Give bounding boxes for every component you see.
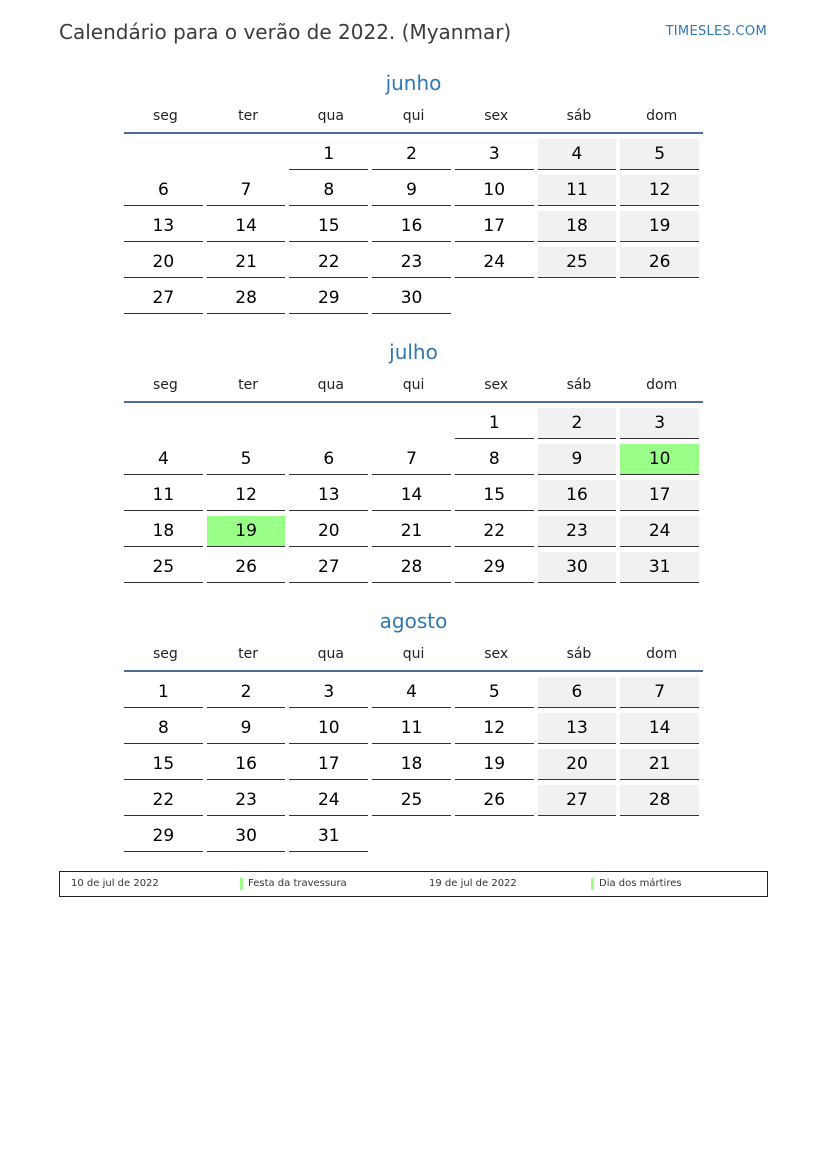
week-row: [124, 821, 703, 857]
day-cell: 21: [372, 516, 451, 547]
day-cell: 9: [372, 175, 451, 206]
day-cell: 4: [124, 444, 203, 475]
day-cell: 15: [289, 211, 368, 242]
legend-date-1: 10 de jul de 2022: [71, 878, 159, 889]
week-row: [124, 552, 703, 588]
day-cell: 1: [289, 139, 368, 170]
day-cell: 5: [620, 139, 699, 170]
day-cell: 26: [620, 247, 699, 278]
week-row: [124, 211, 703, 247]
day-cell: 10: [289, 713, 368, 744]
day-cell: 7: [620, 677, 699, 708]
day-cell: 4: [538, 139, 617, 170]
brand-link[interactable]: TIMESLES.COM: [665, 24, 767, 39]
day-cell: 15: [455, 480, 534, 511]
weekday-label: sex: [484, 646, 509, 662]
day-cell: 22: [289, 247, 368, 278]
week-row: [124, 444, 703, 480]
day-cell: 11: [124, 480, 203, 511]
empty-cell: [124, 408, 203, 439]
day-cell: 27: [124, 283, 203, 314]
day-cell: 23: [372, 247, 451, 278]
day-cell: 7: [372, 444, 451, 475]
day-cell: 26: [455, 785, 534, 816]
day-cell: 7: [207, 175, 286, 206]
day-cell: 29: [289, 283, 368, 314]
day-cell: 20: [538, 749, 617, 780]
day-cell: 18: [124, 516, 203, 547]
day-cell: 23: [538, 516, 617, 547]
weekday-header: [124, 644, 703, 672]
week-row: [124, 283, 703, 319]
weekday-label: ter: [238, 377, 258, 393]
week-row: [124, 713, 703, 749]
day-cell: 10: [620, 444, 699, 475]
day-cell: 20: [289, 516, 368, 547]
empty-cell: [538, 283, 617, 314]
day-cell: 17: [455, 211, 534, 242]
day-cell: 2: [372, 139, 451, 170]
weekday-label: ter: [238, 108, 258, 124]
day-cell: 4: [372, 677, 451, 708]
weekday-label: sáb: [566, 377, 592, 393]
legend-holiday-1: Festa da travessura: [248, 878, 347, 889]
weekday-label: seg: [152, 377, 178, 393]
day-cell: 27: [538, 785, 617, 816]
day-cell: 19: [207, 516, 286, 547]
day-cell: 1: [455, 408, 534, 439]
empty-cell: [620, 283, 699, 314]
week-row: [124, 175, 703, 211]
day-cell: 24: [455, 247, 534, 278]
month-junho: [124, 70, 703, 319]
day-cell: 13: [289, 480, 368, 511]
day-cell: 16: [372, 211, 451, 242]
weekday-label: qui: [402, 377, 425, 393]
weekday-header: [124, 375, 703, 403]
day-cell: 28: [207, 283, 286, 314]
empty-cell: [372, 821, 451, 852]
weekday-label: qua: [317, 108, 344, 124]
empty-cell: [207, 408, 286, 439]
day-cell: 16: [538, 480, 617, 511]
legend-holiday-2: Dia dos mártires: [599, 878, 682, 889]
empty-cell: [620, 821, 699, 852]
week-row: [124, 408, 703, 444]
empty-cell: [538, 821, 617, 852]
weekday-label: qui: [402, 108, 425, 124]
day-cell: 26: [207, 552, 286, 583]
week-row: [124, 480, 703, 516]
day-cell: 18: [372, 749, 451, 780]
day-cell: 14: [620, 713, 699, 744]
day-cell: 10: [455, 175, 534, 206]
weekday-label: dom: [646, 377, 678, 393]
weekday-label: qua: [317, 377, 344, 393]
day-cell: 14: [372, 480, 451, 511]
day-cell: 12: [455, 713, 534, 744]
day-cell: 9: [538, 444, 617, 475]
weekday-label: ter: [238, 646, 258, 662]
weekday-label: sáb: [566, 646, 592, 662]
day-cell: 16: [207, 749, 286, 780]
day-cell: 6: [124, 175, 203, 206]
day-cell: 6: [538, 677, 617, 708]
week-row: [124, 749, 703, 785]
month-title: julho: [389, 340, 438, 364]
week-row: [124, 677, 703, 713]
day-cell: 29: [455, 552, 534, 583]
day-cell: 17: [289, 749, 368, 780]
day-cell: 20: [124, 247, 203, 278]
day-cell: 9: [207, 713, 286, 744]
day-cell: 21: [207, 247, 286, 278]
week-row: [124, 247, 703, 283]
day-cell: 8: [124, 713, 203, 744]
day-cell: 30: [538, 552, 617, 583]
weekday-label: qui: [402, 646, 425, 662]
empty-cell: [289, 408, 368, 439]
month-title: junho: [385, 71, 442, 95]
weeks: [124, 139, 703, 319]
weekday-label: sex: [484, 108, 509, 124]
day-cell: 13: [538, 713, 617, 744]
day-cell: 12: [620, 175, 699, 206]
weekday-label: dom: [646, 108, 678, 124]
day-cell: 15: [124, 749, 203, 780]
day-cell: 11: [538, 175, 617, 206]
day-cell: 3: [289, 677, 368, 708]
day-cell: 24: [620, 516, 699, 547]
holiday-color-swatch: [240, 878, 243, 890]
month-julho: [124, 339, 703, 588]
day-cell: 2: [207, 677, 286, 708]
day-cell: 19: [455, 749, 534, 780]
day-cell: 22: [455, 516, 534, 547]
day-cell: 30: [207, 821, 286, 852]
day-cell: 13: [124, 211, 203, 242]
day-cell: 28: [620, 785, 699, 816]
empty-cell: [207, 139, 286, 170]
weeks: [124, 677, 703, 857]
weekday-label: seg: [152, 108, 178, 124]
day-cell: 8: [289, 175, 368, 206]
month-agosto: [124, 608, 703, 857]
day-cell: 29: [124, 821, 203, 852]
legend-date-2: 19 de jul de 2022: [429, 878, 517, 889]
day-cell: 18: [538, 211, 617, 242]
day-cell: 3: [620, 408, 699, 439]
page-title: Calendário para o verão de 2022. (Myanmar): [59, 20, 512, 44]
week-row: [124, 785, 703, 821]
day-cell: 25: [538, 247, 617, 278]
month-title: agosto: [379, 609, 448, 633]
day-cell: 6: [289, 444, 368, 475]
week-row: [124, 516, 703, 552]
empty-cell: [455, 283, 534, 314]
empty-cell: [124, 139, 203, 170]
weekday-label: sex: [484, 377, 509, 393]
day-cell: 17: [620, 480, 699, 511]
day-cell: 24: [289, 785, 368, 816]
empty-cell: [455, 821, 534, 852]
day-cell: 31: [289, 821, 368, 852]
day-cell: 14: [207, 211, 286, 242]
day-cell: 3: [455, 139, 534, 170]
day-cell: 30: [372, 283, 451, 314]
weekday-label: qua: [317, 646, 344, 662]
day-cell: 25: [372, 785, 451, 816]
day-cell: 5: [207, 444, 286, 475]
weekday-label: sáb: [566, 108, 592, 124]
day-cell: 25: [124, 552, 203, 583]
weekday-label: dom: [646, 646, 678, 662]
day-cell: 21: [620, 749, 699, 780]
day-cell: 27: [289, 552, 368, 583]
weeks: [124, 408, 703, 588]
weekday-header: [124, 106, 703, 134]
day-cell: 11: [372, 713, 451, 744]
empty-cell: [372, 408, 451, 439]
holiday-color-swatch: [591, 878, 594, 890]
day-cell: 19: [620, 211, 699, 242]
day-cell: 22: [124, 785, 203, 816]
week-row: [124, 139, 703, 175]
holiday-legend: [59, 871, 768, 897]
day-cell: 5: [455, 677, 534, 708]
day-cell: 8: [455, 444, 534, 475]
day-cell: 1: [124, 677, 203, 708]
day-cell: 2: [538, 408, 617, 439]
day-cell: 23: [207, 785, 286, 816]
day-cell: 28: [372, 552, 451, 583]
day-cell: 12: [207, 480, 286, 511]
day-cell: 31: [620, 552, 699, 583]
weekday-label: seg: [152, 646, 178, 662]
